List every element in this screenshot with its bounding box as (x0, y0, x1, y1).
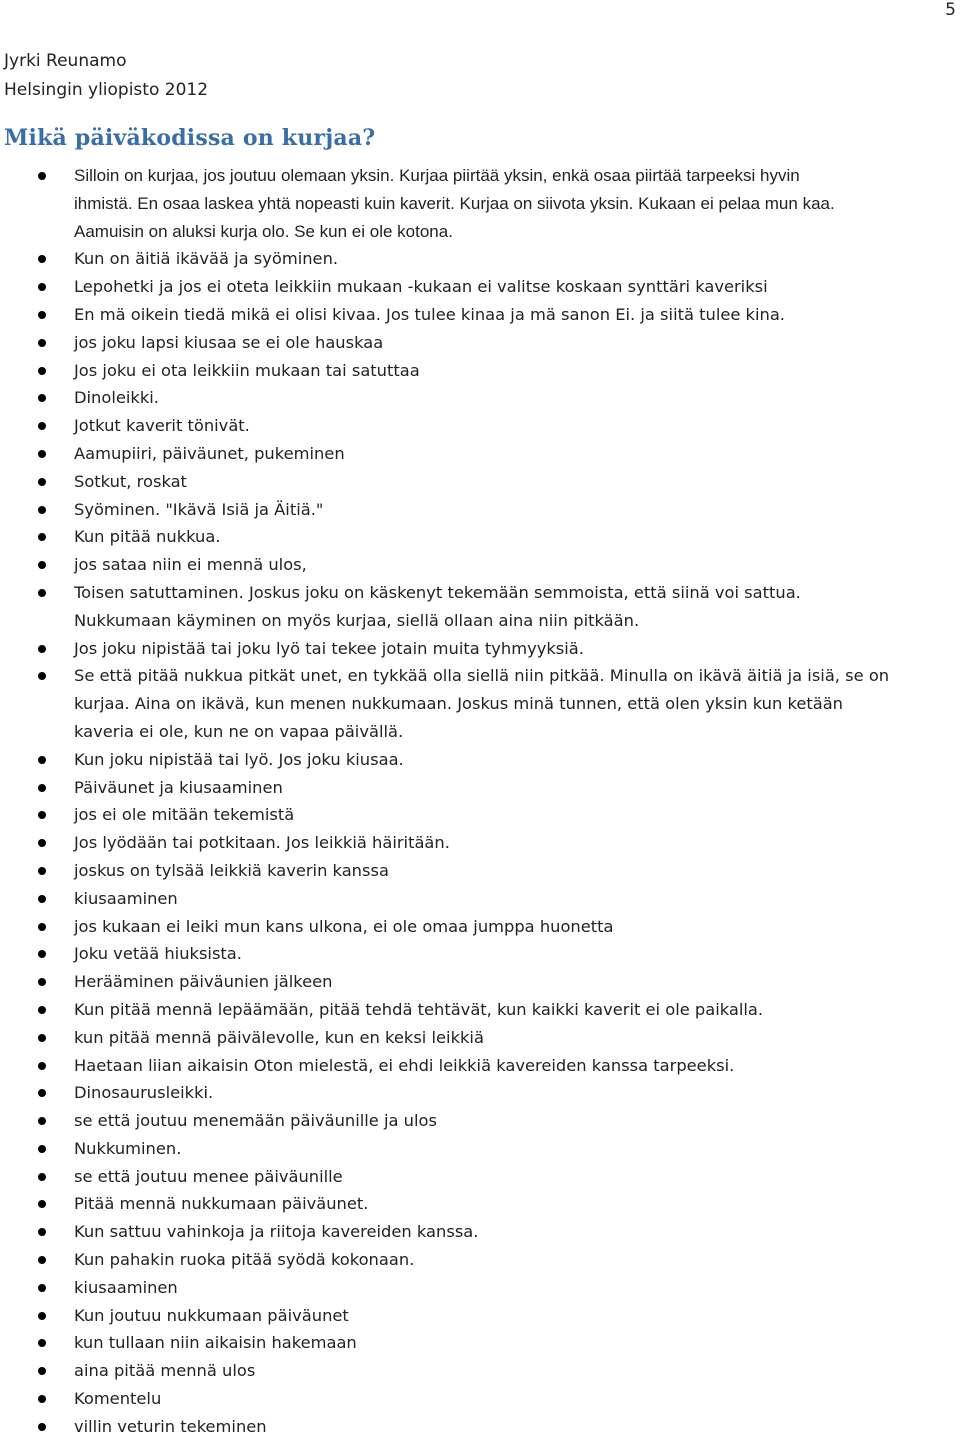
list-item-text: aina pitää mennä ulos (74, 1361, 256, 1381)
bullet-icon (38, 923, 46, 931)
list-item (0, 774, 960, 802)
list-item (0, 968, 960, 996)
bullet-icon (38, 1395, 46, 1403)
list-item-text: Se että pitää nukkua pitkät unet, en tykkää olla siellä niin pitkää. Minulla on ikävä äitiä ja isiä, se on (74, 666, 890, 686)
list-item (0, 1385, 960, 1413)
list-item (0, 1107, 960, 1135)
list-item (0, 1135, 960, 1163)
bullet-icon (38, 283, 46, 291)
list-item-text: Herääminen päiväunien jälkeen (74, 972, 333, 992)
bullet-icon (38, 311, 46, 319)
list-item-text: Aamupiiri, päiväunet, pukeminen (74, 443, 345, 463)
bullet-icon (38, 867, 46, 875)
list-item (0, 857, 960, 885)
list-item (0, 1163, 960, 1191)
list-item-text: Jos lyödään tai potkitaan. Jos leikkiä häiritään. (74, 833, 450, 853)
list-item-text: villin veturin tekeminen (74, 1416, 267, 1436)
bullet-icon (38, 1173, 46, 1181)
bullet-icon (38, 1423, 46, 1431)
list-item-text: Kun on äitiä ikävää ja syöminen. (74, 249, 339, 269)
bullet-icon (38, 422, 46, 430)
list-item (0, 746, 960, 774)
list-item (0, 1413, 960, 1441)
list-item-text: Aamuisin on aluksi kurja olo. Se kun ei ole kotona. (74, 221, 453, 241)
bullet-icon (38, 1228, 46, 1236)
bullet-icon (38, 339, 46, 347)
list-item-text: Nukkuminen. (74, 1138, 182, 1158)
list-item-text: Syöminen. "Ikävä Isiä ja Äitiä." (74, 499, 324, 519)
list-item (0, 384, 960, 412)
list-item (0, 1079, 960, 1107)
bullet-icon (38, 172, 46, 180)
bullet-icon (38, 978, 46, 986)
bullet-icon (38, 672, 46, 680)
list-item-text: Nukkumaan käyminen on myös kurjaa, siellä ollaan aina niin pitkään. (74, 610, 640, 630)
list-item (0, 496, 960, 524)
bullet-icon (38, 895, 46, 903)
page-number: 5 (945, 0, 956, 20)
list-item-text: jos sataa niin ei mennä ulos, (74, 555, 307, 575)
bullet-icon (38, 450, 46, 458)
list-item-text: Päiväunet ja kiusaaminen (74, 777, 283, 797)
list-item-text: Haetaan liian aikaisin Oton mielestä, ei ehdi leikkiä kavereiden kanssa tarpeeksi. (74, 1055, 735, 1075)
list-item-text: se että joutuu menee päiväunille (74, 1166, 343, 1186)
bullet-icon (38, 367, 46, 375)
list-item (0, 329, 960, 357)
bullet-list (0, 162, 960, 1441)
list-item-text: Dinosaurusleikki. (74, 1083, 214, 1103)
list-item-text: Jotkut kaverit tönivät. (74, 416, 250, 436)
list-item (0, 412, 960, 440)
list-item-text: jos joku lapsi kiusaa se ei ole hauskaa (74, 332, 384, 352)
bullet-icon (38, 1006, 46, 1014)
bullet-icon (38, 950, 46, 958)
list-item (0, 551, 960, 579)
list-item (0, 801, 960, 829)
list-item-text: Kun pahakin ruoka pitää syödä kokonaan. (74, 1250, 415, 1270)
list-item (0, 1329, 960, 1357)
bullet-icon (38, 784, 46, 792)
list-item (0, 1302, 960, 1330)
list-item (0, 1246, 960, 1274)
list-item-text: Lepohetki ja jos ei oteta leikkiin mukaan -kukaan ei valitse koskaan synttäri kaveriksi (74, 277, 768, 297)
list-item (0, 357, 960, 385)
bullet-icon (38, 1200, 46, 1208)
list-item (0, 273, 960, 301)
list-item-text: Kun joku nipistää tai lyö. Jos joku kiusaa. (74, 749, 404, 769)
bullet-icon (38, 1117, 46, 1125)
list-item (0, 1218, 960, 1246)
bullet-icon (38, 1339, 46, 1347)
list-item-text: kun pitää mennä päivälevolle, kun en keksi leikkiä (74, 1027, 484, 1047)
list-item (0, 579, 960, 635)
bullet-icon (38, 1145, 46, 1153)
list-item (0, 1357, 960, 1385)
list-item-text: kaveria ei ole, kun ne on vapaa päivällä. (74, 721, 404, 741)
list-item (0, 468, 960, 496)
bullet-icon (38, 1034, 46, 1042)
list-item (0, 1024, 960, 1052)
list-item-text: Jos joku ei ota leikkiin mukaan tai satuttaa (74, 360, 420, 380)
bullet-icon (38, 1367, 46, 1375)
list-item-text: ihmistä. En osaa laskea yhtä nopeasti kuin kaverit. Kurjaa on siivota yksin. Kukaan ei pelaa mun kaa. (74, 193, 835, 213)
list-item-text: Toisen satuttaminen. Joskus joku on käskenyt tekemään semmoista, että siinä voi sattua. (74, 582, 801, 602)
page-title: Mikä päiväkodissa on kurjaa? (4, 125, 376, 151)
list-item (0, 1274, 960, 1302)
list-item (0, 635, 960, 663)
bullet-icon (38, 1284, 46, 1292)
bullet-icon (38, 645, 46, 653)
bullet-icon (38, 1312, 46, 1320)
list-item-text: Jos joku nipistää tai joku lyö tai tekee jotain muita tyhmyyksiä. (74, 638, 584, 658)
list-item-text: se että joutuu menemään päiväunille ja ulos (74, 1111, 437, 1131)
bullet-icon (38, 533, 46, 541)
list-item (0, 1052, 960, 1080)
list-item-text: kurjaa. Aina on ikävä, kun menen nukkumaan. Joskus minä tunnen, että olen yksin kun ketään (74, 694, 843, 714)
bullet-icon (38, 506, 46, 514)
list-item-text: Kun sattuu vahinkoja ja riitoja kavereiden kanssa. (74, 1222, 479, 1242)
list-item (0, 162, 960, 245)
bullet-icon (38, 811, 46, 819)
list-item (0, 940, 960, 968)
list-item-text: Kun pitää mennä lepäämään, pitää tehdä tehtävät, kun kaikki kaverit ei ole paikalla. (74, 999, 764, 1019)
institution-year: Helsingin yliopisto 2012 (4, 80, 209, 100)
list-item (0, 523, 960, 551)
bullet-icon (38, 756, 46, 764)
list-item (0, 440, 960, 468)
list-item (0, 1190, 960, 1218)
list-item-text: Joku vetää hiuksista. (74, 944, 242, 964)
list-item-text: kiusaaminen (74, 888, 178, 908)
list-item-text: jos ei ole mitään tekemistä (74, 805, 295, 825)
list-item-text: Kun pitää nukkua. (74, 527, 221, 547)
list-item-text: Silloin on kurjaa, jos joutuu olemaan yksin. Kurjaa piirtää yksin, enkä osaa piirtää tarpeeksi hyvin (74, 166, 800, 185)
list-item-text: Kun joutuu nukkumaan päiväunet (74, 1305, 349, 1325)
list-item-text: Dinoleikki. (74, 388, 159, 408)
bullet-icon (38, 589, 46, 597)
bullet-icon (38, 394, 46, 402)
bullet-icon (38, 255, 46, 263)
list-item (0, 885, 960, 913)
list-item-text: jos kukaan ei leiki mun kans ulkona, ei ole omaa jumppa huonetta (74, 916, 614, 936)
bullet-icon (38, 478, 46, 486)
list-item (0, 829, 960, 857)
bullet-icon (38, 839, 46, 847)
bullet-icon (38, 1089, 46, 1097)
list-item-text: En mä oikein tiedä mikä ei olisi kivaa. Jos tulee kinaa ja mä sanon Ei. ja siitä tulee kina. (74, 304, 785, 324)
bullet-icon (38, 1256, 46, 1264)
list-item-text: Sotkut, roskat (74, 471, 187, 491)
list-item-text: joskus on tylsää leikkiä kaverin kanssa (74, 860, 389, 880)
bullet-icon (38, 1062, 46, 1070)
bullet-icon (38, 561, 46, 569)
list-item (0, 996, 960, 1024)
list-item-text: Pitää mennä nukkumaan päiväunet. (74, 1194, 369, 1214)
list-item-text: kiusaaminen (74, 1277, 178, 1297)
list-item (0, 662, 960, 745)
list-item-text: kun tullaan niin aikaisin hakemaan (74, 1333, 357, 1353)
document-header (4, 47, 208, 105)
list-item-text: Komentelu (74, 1389, 162, 1409)
author-name: Jyrki Reunamo (4, 51, 127, 71)
list-item (0, 301, 960, 329)
list-item (0, 913, 960, 941)
list-item (0, 245, 960, 273)
